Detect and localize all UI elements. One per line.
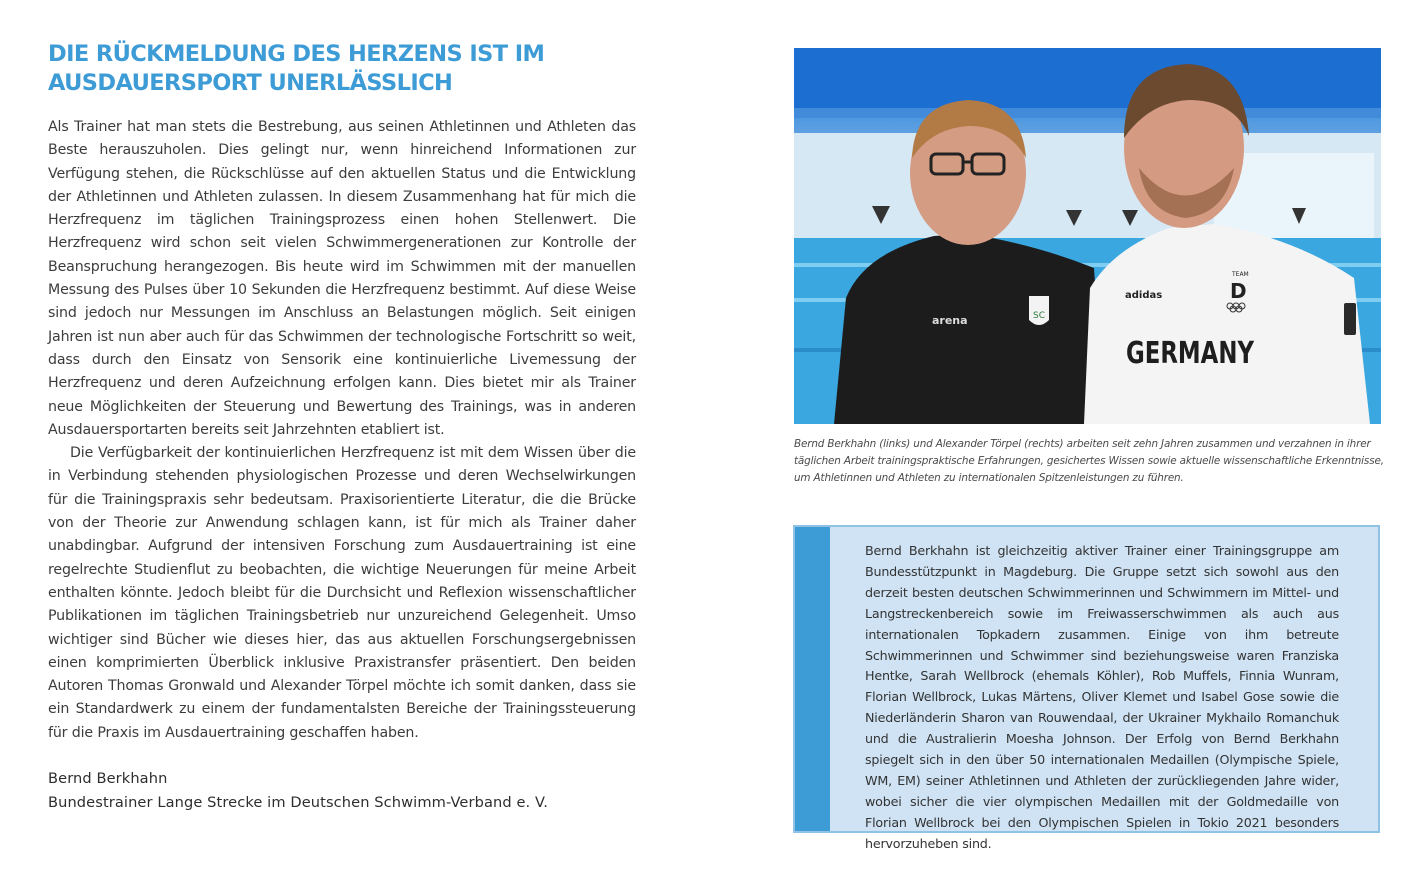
info-box-accent-bar: [795, 527, 830, 831]
pool-photo-illustration: [794, 48, 1381, 424]
info-box-text: Bernd Berkhahn ist gleichzeitig aktiver Trainer einer Trainingsgruppe am Bundesstützpunkt in Magdeburg. Die Gruppe setzt sich sowohl aus den derzeit besten deutschen Schwimmerinnen und Schwimmern im Mittel- und Langstreckenbereich sowie im Freiwasserschwimmen als auch aus internationalen Topkadern zusammen. Einige von ihm betreute Schwimmerinnen und Schwimmer sind beziehungsweise waren Franziska Hentke, Sarah Wellbrock (ehemals Köhler), Rob Muffels, Finnia Wunram, Florian Wellbrock, Lukas Märtens, Oliver Klemet und Isabel Gose sowie die Niederländerin Sharon van Rouwendaal, der Ukrainer Mykhailo Romanchuk und die Australierin Moesha Johnson. Der Erfolg von Bernd Berkhahn spiegelt sich in den über 50 internationalen Medaillen (Olympische Spiele, WM, EM) seiner Athletinnen und Athleten der zurückliegenden Jahre wider, wobei sicher die vier olympischen Medaillen mit der Goldmedaille von Florian Wellbrock bei den Olympischen Spielen in Tokio 2021 besonders hervorzuheben sind.: [865, 543, 1339, 851]
adidas-logo: adidas: [1125, 290, 1163, 301]
photo-caption: Bernd Berkhahn (links) und Alexander Törpel (rechts) arbeiten seit zehn Jahren zusammen und verzahnen in ihrer täglichen Arbeit trainingspraktische Erfahrungen, gesichertes Wissen sowie aktuelle wissenschaftliche Erkenntnisse, um Athletinnen und Athleten zu internationalen Spitzenleistungen zu führen.: [794, 438, 1384, 484]
info-box: [793, 525, 1380, 851]
club-badge-text: SC: [1033, 311, 1045, 321]
arena-logo: arena: [932, 314, 968, 327]
title-line-1: DIE RÜCKMELDUNG DES HERZENS IST IM: [48, 41, 545, 67]
article-title: [48, 40, 636, 98]
article-body: [48, 116, 636, 745]
signature-role: Bundestrainer Lange Strecke im Deutschen Schwimm-Verband e. V.: [48, 794, 548, 812]
sleeve-eagle-icon: [1344, 303, 1356, 335]
team-logo-letter: D: [1230, 279, 1247, 303]
photo-two-coaches: [794, 48, 1381, 424]
signature-name: Bernd Berkhahn: [48, 770, 168, 788]
title-line-2: AUSDAUERSPORT UNERLÄSSLICH: [48, 70, 453, 96]
ceiling: [794, 48, 1381, 118]
shirt-text: GERMANY: [1126, 336, 1255, 371]
signature: [48, 767, 636, 815]
paragraph-2: Die Verfügbarkeit der kontinuierlichen Herzfrequenz ist mit dem Wissen über die in Verbindung stehenden physiologischen Prozesse und deren Wechselwirkungen für die Trainingspraxis sehr bedeutsam. Praxisorientierte Literatur, die die Brücke von der Theorie zur Anwendung schlagen kann, ist für mich als Trainer daher unabdingbar. Aufgrund der intensiven Forschung zum Ausdauertraining ist eine regelrechte Studienflut zu beobachten, die wichtige Neuerungen für meine Arbeit enthalten könnte. Jedoch bleibt für die Durchsicht und Reflexion wissenschaftlicher Publikationen im täglichen Trainingsbetrieb nur unzureichend Gelegenheit. Umso wichtiger sind Bücher wie dieses hier, das aus aktuellen Forschungsergebnissen einen komprimierten Überblick inklusive Praxistransfer präsentiert. Den beiden Autoren Thomas Gronwald und Alexander Törpel möchte ich somit danken, dass sie ein Standardwerk zu einem der fundamentalsten Bereiche der Trainingssteuerung für die Praxis im Ausdauertraining geschaffen haben.: [48, 445, 636, 741]
article-column: [48, 40, 636, 815]
paragraph-1: Als Trainer hat man stets die Bestrebung, aus seinen Athletinnen und Athleten das Beste herauszuholen. Dies gelingt nur, wenn hinreichend Informationen zur Verfügung stehen, die Rückschlüsse auf den aktuellen Status und die Entwicklung der Athletinnen und Athleten zulassen. In diesem Zusammenhang hat für mich die Herzfrequenz im täglichen Trainingsprozess einen hohen Stellenwert. Die Herzfrequenz wird schon seit vielen Schwimmergenerationen zur Kontrolle der Beanspruchung herangezogen. Bis heute wird im Schwimmen mit der manuellen Messung des Pulses über 10 Sekunden die Herzfrequenz bestimmt. Auf diese Weise sind jedoch nur Messungen im Anschluss an Belastungen möglich. Seit einigen Jahren ist nun aber auch für das Schwimmen der technologische Fortschritt so weit, dass durch den Einsatz von Sensorik eine kontinuierliche Livemessung der Herzfrequenz und deren Aufzeichnung erfolgen kann. Dies bietet mir als Trainer neue Möglichkeiten der Steuerung und Bewertung des Trainings, was in anderen Ausdauersportarten bereits seit Jahrzehnten etabliert ist.: [48, 119, 636, 438]
team-logo-text: TEAM: [1232, 271, 1249, 278]
